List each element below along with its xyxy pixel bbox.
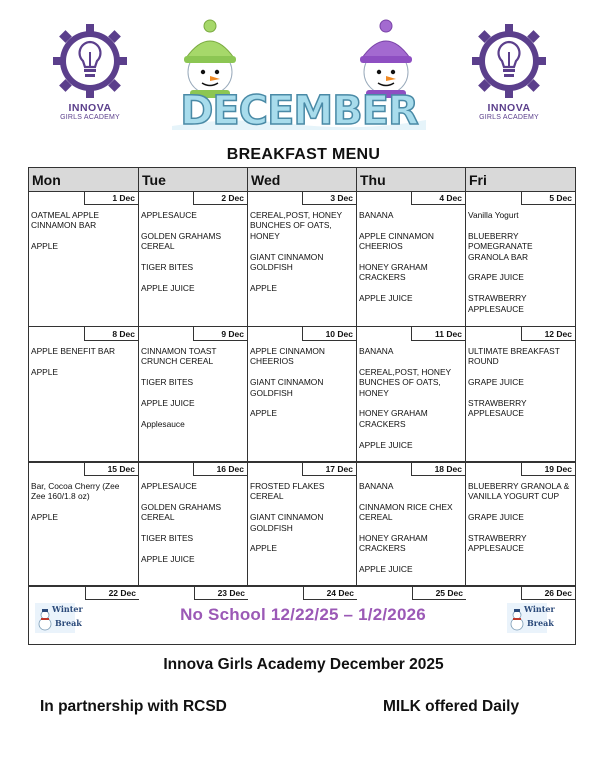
date-label: 10 Dec <box>302 327 356 341</box>
day-cell-thu <box>357 327 466 462</box>
date-label: 12 Dec <box>521 327 575 341</box>
menu-item: HONEY GRAHAM CRACKERS <box>359 533 428 554</box>
menu-item: OATMEAL APPLE CINNAMON BAR <box>31 210 99 231</box>
menu-item: APPLE JUICE <box>359 564 413 575</box>
day-header-tue: Tue <box>139 168 248 191</box>
menu-item: GRAPE JUICE <box>468 377 524 388</box>
menu-item: BANANA <box>359 210 394 220</box>
menu-item: APPLE CINNAMON CHEERIOS <box>359 230 434 252</box>
menu-item: APPLE JUICE <box>359 439 413 450</box>
menu-item: CEREAL,POST, HONEY BUNCHES OF OATS, HONEY <box>250 210 342 241</box>
menu-calendar <box>28 167 576 645</box>
month-word: DECEMBER <box>180 88 418 134</box>
day-cell-mon <box>29 327 139 462</box>
menu-item: APPLE <box>250 543 278 554</box>
day-cell-wed <box>248 462 357 586</box>
day-cell-thu <box>357 191 466 326</box>
day-cell-tue <box>139 191 248 326</box>
menu-item: APPLE <box>250 282 278 293</box>
date-label: 16 Dec <box>193 462 247 476</box>
date-label: 22 Dec <box>85 586 139 600</box>
menu-item: APPLE JUICE <box>359 293 413 304</box>
menu-item: APPLE <box>31 512 59 523</box>
day-header-fri: Fri <box>469 172 487 188</box>
menu-item: GIANT CINNAMON GOLDFISH <box>250 377 324 398</box>
footer-school-month: Innova Girls Academy December 2025 <box>163 656 444 673</box>
winter-break-icon <box>35 603 83 633</box>
menu-item: APPLESAUCE <box>141 210 197 220</box>
menu-item: Bar, Cocoa Cherry (Zee Zee 160/1.8 oz) <box>31 481 120 502</box>
menu-item: GIANT CINNAMON GOLDFISH <box>250 512 324 533</box>
menu-item: CINNAMON TOAST CRUNCH CEREAL <box>141 346 217 367</box>
day-cell-mon <box>29 462 139 586</box>
menu-item: APPLE JUICE <box>141 398 195 408</box>
gear-lightbulb-icon <box>51 22 129 100</box>
menu-item: STRAWBERRY APPLESAUCE <box>468 398 527 419</box>
logo-subtitle: GIRLS ACADEMY <box>60 114 120 121</box>
date-label: 18 Dec <box>411 462 465 476</box>
menu-item: HONEY GRAHAM CRACKERS <box>359 408 428 429</box>
menu-item: STRAWBERRY APPLESAUCE <box>468 533 527 554</box>
date-label: 17 Dec <box>302 462 356 476</box>
innova-logo-left <box>50 22 130 130</box>
day-header-wed: Wed <box>248 168 357 191</box>
menu-item: APPLE BENEFIT BAR <box>31 346 116 356</box>
menu-item: APPLE <box>31 241 59 252</box>
day-header-thu: Thu <box>357 168 466 191</box>
break-label: Break <box>55 618 82 628</box>
footer-partnership: In partnership with RCSD <box>40 698 227 715</box>
date-label: 8 Dec <box>84 327 138 341</box>
date-label: 4 Dec <box>411 191 465 205</box>
menu-item: CEREAL,POST, HONEY BUNCHES OF OATS, HONEY <box>359 366 451 398</box>
winter-label: Winter <box>52 604 83 614</box>
date-label: 9 Dec <box>193 327 247 341</box>
weekday-header <box>29 168 575 192</box>
menu-item: APPLESAUCE <box>141 481 197 491</box>
menu-item: TIGER BITES <box>141 262 194 272</box>
menu-item: TIGER BITES <box>141 377 194 388</box>
menu-item: APPLE CINNAMON CHEERIOS <box>250 346 325 367</box>
week-row-3 <box>29 461 575 587</box>
menu-item: Vanilla Yogurt <box>468 210 519 220</box>
date-label: 26 Dec <box>521 586 575 600</box>
date-label: 15 Dec <box>84 462 138 476</box>
logo-name: INNOVA <box>487 102 531 114</box>
day-cell-fri <box>466 327 575 462</box>
menu-item: APPLE <box>250 408 278 419</box>
logo-subtitle: GIRLS ACADEMY <box>479 114 539 121</box>
menu-item: GIANT CINNAMON GOLDFISH <box>250 251 324 273</box>
menu-item: GRAPE JUICE <box>468 512 524 523</box>
day-cell-fri <box>466 462 575 586</box>
day-cell-fri <box>466 191 575 326</box>
footer-milk: MILK offered Daily <box>383 698 520 715</box>
menu-item: BANANA <box>359 481 394 491</box>
logo-name: INNOVA <box>68 102 112 114</box>
menu-item: GRAPE JUICE <box>468 272 524 283</box>
date-label: 19 Dec <box>521 462 575 476</box>
page-title: BREAKFAST MENU <box>226 146 381 163</box>
date-label: 3 Dec <box>302 191 356 205</box>
menu-item: GOLDEN GRAHAMS CEREAL <box>141 501 222 523</box>
day-cell-wed <box>248 327 357 462</box>
menu-item: FROSTED FLAKES CEREAL <box>250 481 325 502</box>
menu-item: HONEY GRAHAM CRACKERS <box>359 262 428 283</box>
menu-item: ULTIMATE BREAKFAST ROUND <box>468 346 560 367</box>
menu-item: APPLE <box>31 366 59 377</box>
week-row-2 <box>29 326 575 463</box>
date-label: 1 Dec <box>84 191 138 205</box>
menu-item: GOLDEN GRAHAMS CEREAL <box>141 230 222 252</box>
winter-break-icon <box>507 603 555 633</box>
date-label: 24 Dec <box>303 586 357 600</box>
date-label: 2 Dec <box>193 191 247 205</box>
menu-item: BLUEBERRY POMEGRANATE GRANOLA BAR <box>468 230 533 262</box>
date-label: 25 Dec <box>412 586 466 600</box>
day-header-mon: Mon <box>29 168 139 191</box>
menu-item: BLUEBERRY GRANOLA & VANILLA YOGURT CUP <box>468 481 570 502</box>
menu-item: CINNAMON RICE CHEX CEREAL <box>359 501 453 523</box>
gear-lightbulb-icon <box>470 22 548 100</box>
date-label: 23 Dec <box>194 586 248 600</box>
day-cell-mon <box>29 191 139 326</box>
menu-item: APPLE JUICE <box>141 282 195 293</box>
day-cell-tue <box>139 327 248 462</box>
menu-item: Applesauce <box>141 418 185 429</box>
date-label: 5 Dec <box>521 191 575 205</box>
no-school-notice: No School 12/22/25 – 1/2/2026 <box>180 605 426 624</box>
day-cell-thu <box>357 462 466 586</box>
innova-logo-right <box>469 22 549 130</box>
menu-item: STRAWBERRY APPLESAUCE <box>468 293 527 314</box>
break-label: Break <box>527 618 554 628</box>
day-cell-wed <box>248 191 357 326</box>
menu-item: BANANA <box>359 346 394 356</box>
week-row-break <box>29 585 575 645</box>
date-label: 11 Dec <box>411 327 465 341</box>
week-row-1 <box>29 191 575 327</box>
day-cell-tue <box>139 462 248 586</box>
december-banner <box>168 18 430 134</box>
menu-item: TIGER BITES <box>141 533 194 543</box>
menu-item: APPLE JUICE <box>141 553 195 564</box>
winter-label: Winter <box>524 604 555 614</box>
